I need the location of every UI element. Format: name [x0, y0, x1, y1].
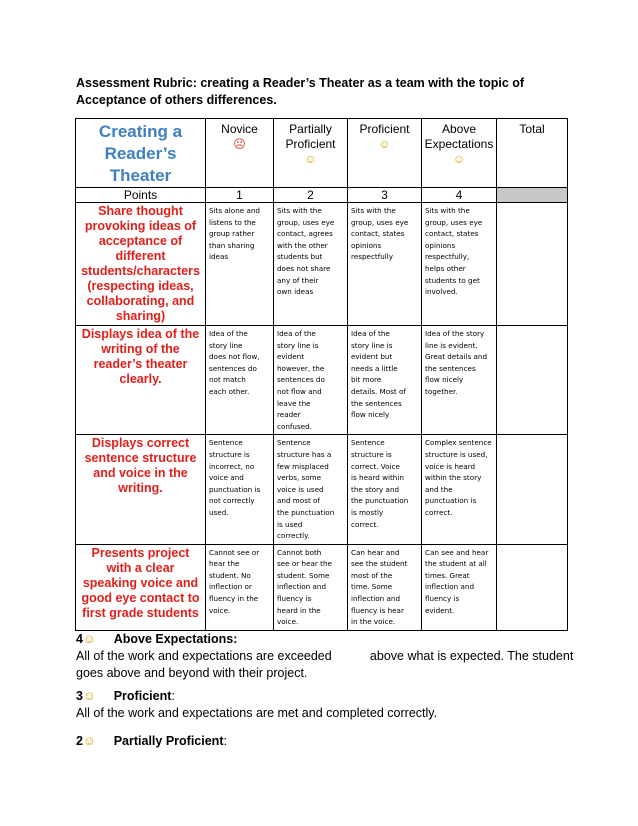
legend-number: 4: [76, 632, 83, 646]
cell-line: structure is: [351, 449, 392, 459]
cell-line: evident but: [351, 352, 393, 362]
cell-line: does not share: [277, 263, 331, 273]
criterion-line: different: [115, 249, 166, 263]
smiley-face-icon: ☺: [82, 689, 96, 703]
cell-line: students to get: [425, 275, 480, 285]
cell-line: reader: [277, 410, 301, 420]
cell-line: contact, states: [425, 229, 479, 239]
criterion-line: and voice in the: [93, 466, 188, 481]
col-header-above-expectations: [422, 119, 497, 188]
total-cell: [497, 326, 568, 435]
cell-line: Sits alone and: [209, 206, 260, 215]
criterion-row: [76, 435, 568, 544]
cell-line: contact, states: [351, 229, 405, 239]
cell-line: is mostly: [351, 507, 384, 517]
legend-title: Proficient: [113, 689, 172, 703]
legend-heading: [76, 631, 576, 648]
points-row: [76, 188, 568, 203]
rubric-heading: [76, 75, 576, 109]
points-value: 4: [422, 188, 497, 203]
cell-line: the sentences: [425, 363, 476, 373]
cell-line: opinions: [351, 240, 382, 250]
cell-line: respectfully,: [425, 252, 470, 262]
cell-line: not correctly: [209, 496, 255, 506]
cell-line: group, uses eye: [425, 217, 483, 227]
cell-line: times. Great: [425, 570, 470, 580]
criterion-line: provoking ideas of: [84, 219, 197, 233]
cell-line: fluency is: [277, 594, 312, 604]
cell-line: story line: [209, 340, 243, 350]
smiley-face-icon: ☺: [82, 632, 96, 646]
cell-line: the punctuation: [277, 507, 335, 517]
criterion-line: sentence structure: [84, 451, 197, 466]
cell-line: listens to the: [209, 217, 256, 227]
rubric-cell-partially-proficient: [274, 435, 348, 544]
cell-line: fluency is: [425, 594, 460, 604]
criterion-line: clearly.: [119, 372, 162, 386]
criterion-label: [76, 435, 206, 544]
total-cell: [497, 544, 568, 630]
cell-line: involved.: [425, 287, 458, 297]
criterion-line: Share thought: [98, 204, 183, 218]
cell-line: flow nicely: [425, 375, 464, 385]
cell-line: see or hear the: [277, 559, 332, 569]
legend-proficient: [76, 688, 576, 722]
criterion-line: reader’s theater: [93, 357, 188, 371]
cell-line: Idea of the: [277, 329, 316, 338]
cell-line: details. Most of: [351, 386, 406, 396]
cell-line: voice and: [209, 473, 244, 483]
cell-line: structure is used,: [425, 449, 488, 459]
points-value: 1: [206, 188, 274, 203]
cell-line: Idea of the story: [425, 329, 485, 338]
rubric-cell-above-expectations: [422, 203, 497, 326]
cell-line: and most of: [277, 496, 320, 506]
legend-number: 2: [76, 734, 83, 748]
cell-line: see the student: [351, 559, 408, 569]
legend-description: goes above and beyond with their project.: [76, 666, 308, 680]
cell-line: inflection and: [351, 594, 401, 604]
col-label: Novice: [221, 122, 258, 136]
cell-line: group rather: [209, 229, 255, 239]
cell-line: story line is: [277, 340, 319, 350]
criterion-label: [76, 544, 206, 630]
cell-line: however, the: [277, 363, 325, 373]
criterion-line: Displays correct: [91, 436, 190, 451]
smiley-face-icon: ☺: [304, 152, 317, 166]
cell-line: the sentences: [351, 398, 402, 408]
col-header-novice: [206, 119, 274, 188]
criterion-line: acceptance of: [98, 234, 183, 248]
cell-line: is used: [277, 519, 303, 529]
rubric-cell-above-expectations: [422, 326, 497, 435]
cell-line: voice.: [277, 617, 299, 627]
title-line: Theater: [109, 166, 172, 185]
cell-line: bit more: [351, 375, 382, 385]
cell-line: used.: [209, 507, 229, 517]
cell-line: helps other: [425, 263, 466, 273]
cell-line: within the story: [425, 473, 482, 483]
criterion-line: sharing): [115, 309, 166, 323]
points-value: 2: [274, 188, 348, 203]
cell-line: not flow and: [277, 386, 322, 396]
cell-line: punctuation is: [425, 496, 477, 506]
cell-line: own ideas: [277, 287, 314, 297]
cell-line: line is evident.: [425, 340, 478, 350]
cell-line: Sits with the: [425, 206, 470, 215]
criterion-line: students/characters: [81, 264, 200, 278]
criterion-line: Displays idea of the: [81, 327, 200, 341]
cell-line: the story and: [351, 484, 400, 494]
criterion-line: speaking voice and: [82, 575, 199, 590]
cell-line: Sentence: [351, 438, 385, 448]
cell-line: inflection and: [277, 582, 327, 592]
legend-description: All of the work and expectations are exceeded above what is expected. The student: [76, 649, 574, 663]
points-label: Points: [76, 188, 206, 203]
criterion-row: [76, 544, 568, 630]
cell-line: correctly.: [277, 531, 310, 541]
legend-colon: :: [223, 734, 227, 748]
legend-partially-proficient: [76, 733, 576, 750]
cell-line: any of their: [277, 275, 319, 285]
cell-line: and the: [425, 484, 453, 494]
cell-line: student. Some: [277, 570, 330, 580]
cell-line: voice is heard: [425, 461, 476, 471]
criterion-line: (respecting ideas,: [87, 279, 194, 293]
cell-line: Cannot see or: [209, 547, 260, 557]
cell-line: sentences do: [277, 375, 325, 385]
cell-line: flow nicely: [351, 410, 390, 420]
cell-line: opinions: [425, 240, 456, 250]
criterion-line: Presents project: [91, 545, 190, 560]
col-label: Total: [519, 122, 545, 136]
legend-number: 3: [76, 689, 83, 703]
cell-line: structure has a: [277, 449, 332, 459]
heading-line-2: Acceptance of others differences.: [76, 93, 277, 107]
col-label: Above: [441, 122, 477, 136]
smiley-face-icon: ☺: [452, 152, 466, 166]
rubric-cell-above-expectations: [422, 544, 497, 630]
criterion-label: [76, 203, 206, 326]
cell-line: most of the: [351, 570, 393, 580]
rubric-cell-novice: [206, 326, 274, 435]
rubric-cell-novice: [206, 544, 274, 630]
cell-line: Idea of the: [351, 329, 390, 338]
cell-line: group, uses eye: [351, 217, 409, 227]
legend-title: Partially Proficient: [113, 734, 224, 748]
cell-line: punctuation is: [209, 484, 261, 494]
cell-line: correct. Voice: [351, 461, 400, 471]
cell-line: incorrect, no: [209, 461, 255, 471]
col-header-proficient: [348, 119, 422, 188]
cell-line: hear the: [209, 559, 240, 569]
cell-line: does not flow,: [209, 352, 260, 362]
frown-face-icon: ☹: [233, 137, 246, 151]
rubric-cell-partially-proficient: [274, 326, 348, 435]
cell-line: sentences do: [209, 363, 257, 373]
cell-line: Idea of the: [209, 329, 248, 338]
cell-line: ideas: [209, 252, 229, 262]
cell-line: leave the: [277, 398, 311, 408]
cell-line: Can hear and: [351, 547, 400, 557]
col-label: Proficient: [359, 122, 410, 136]
cell-line: contact, agrees: [277, 229, 333, 239]
cell-line: than sharing: [209, 240, 255, 250]
legend-description: All of the work and expectations are met and completed correctly.: [76, 706, 438, 720]
points-value: 3: [348, 188, 422, 203]
cell-line: inflection and: [425, 582, 475, 592]
cell-line: Sits with the: [351, 206, 396, 215]
criterion-line: writing.: [118, 481, 163, 496]
rubric-table: [75, 118, 568, 631]
cell-line: Cannot both: [277, 547, 322, 557]
cell-line: voice.: [209, 605, 231, 615]
cell-line: fluency is hear: [351, 605, 404, 615]
cell-line: is heard within: [351, 473, 404, 483]
cell-line: correct.: [351, 519, 379, 529]
cell-line: correct.: [425, 507, 453, 517]
cell-line: students but: [277, 252, 323, 262]
criterion-line: first grade students: [82, 605, 199, 620]
cell-line: Sits with the: [277, 206, 322, 215]
cell-line: in the voice.: [351, 617, 396, 627]
cell-line: with the other: [277, 240, 328, 250]
title-line: Creating a: [98, 122, 183, 141]
rubric-cell-novice: [206, 203, 274, 326]
col-label: Expectations: [424, 137, 494, 151]
rubric-cell-partially-proficient: [274, 203, 348, 326]
criterion-line: collaborating, and: [86, 294, 195, 308]
total-cell: [497, 435, 568, 544]
cell-line: not match: [209, 375, 246, 385]
cell-line: few misplaced: [277, 461, 329, 471]
legend-heading: [76, 688, 576, 705]
cell-line: together.: [425, 386, 458, 396]
cell-line: respectfully: [351, 252, 394, 262]
cell-line: each other.: [209, 386, 250, 396]
cell-line: fluency in the: [209, 594, 259, 604]
cell-line: story line is: [351, 340, 393, 350]
rubric-cell-proficient: [348, 544, 422, 630]
points-total-cell: [497, 188, 568, 203]
rubric-cell-proficient: [348, 203, 422, 326]
legend-above-expectations: [76, 631, 576, 682]
cell-line: evident.: [425, 605, 455, 615]
rubric-cell-proficient: [348, 435, 422, 544]
smiley-face-icon: ☺: [378, 137, 391, 151]
cell-line: the student at all: [425, 559, 487, 569]
title-line: Reader’s: [104, 144, 177, 163]
cell-line: confused.: [277, 421, 313, 431]
criterion-label: [76, 326, 206, 435]
criterion-line: with a clear: [106, 560, 175, 575]
col-header-partially-proficient: [274, 119, 348, 188]
rubric-cell-proficient: [348, 326, 422, 435]
cell-line: Can see and hear: [425, 547, 489, 557]
cell-line: Sentence: [209, 438, 243, 448]
cell-line: needs a little: [351, 363, 398, 373]
cell-line: evident: [277, 352, 305, 362]
col-label: Partially: [289, 122, 332, 136]
cell-line: Sentence: [277, 438, 311, 448]
cell-line: inflection or: [209, 582, 252, 592]
cell-line: the punctuation: [351, 496, 409, 506]
criterion-row: [76, 326, 568, 435]
legend-title: Above Expectations:: [113, 632, 238, 646]
rubric-cell-above-expectations: [422, 435, 497, 544]
cell-line: time. Some: [351, 582, 393, 592]
total-cell: [497, 203, 568, 326]
rubric-cell-partially-proficient: [274, 544, 348, 630]
col-header-total: [497, 119, 568, 188]
criterion-row: [76, 203, 568, 326]
cell-line: student. No: [209, 570, 251, 580]
cell-line: verbs, some: [277, 473, 322, 483]
col-label: Proficient: [285, 137, 336, 151]
legend-colon: :: [171, 689, 175, 703]
header-row: [76, 119, 568, 188]
heading-line-1: Assessment Rubric: creating a Reader’s Theater as a team with the topic of: [76, 76, 525, 90]
rubric-cell-novice: [206, 435, 274, 544]
smiley-face-icon: ☺: [82, 734, 96, 748]
criterion-line: good eye contact to: [81, 590, 200, 605]
table-title: [76, 119, 206, 188]
cell-line: Great details and: [425, 352, 488, 362]
cell-line: Complex sentence: [425, 438, 492, 448]
legend-heading: [76, 733, 576, 750]
cell-line: group, uses eye: [277, 217, 335, 227]
cell-line: heard in the: [277, 605, 321, 615]
cell-line: voice is used: [277, 484, 324, 494]
criterion-line: writing of the: [101, 342, 180, 356]
cell-line: structure is: [209, 449, 250, 459]
